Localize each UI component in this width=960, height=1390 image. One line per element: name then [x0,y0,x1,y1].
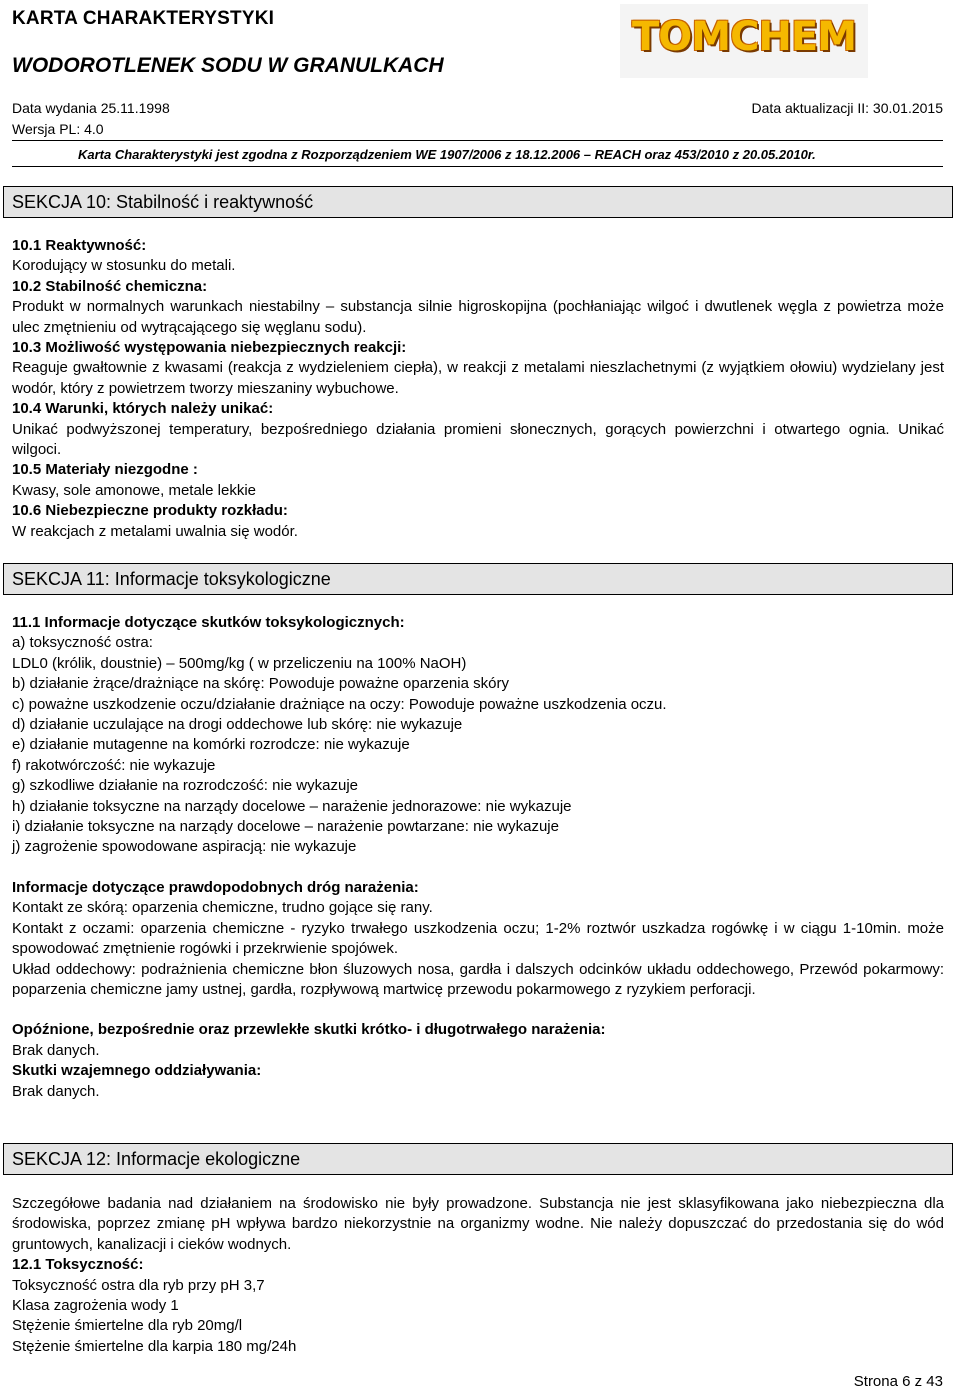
product-name-title: WODOROTLENEK SODU W GRANULKACH [12,54,444,77]
subsection-10-2-text: Produkt w normalnych warunkach niestabilny – substancja silnie higroskopijna (pochłaniając wilgoć i dwutlenek węgla z powietrza może ulec zmętnieniu od wytrącającego się węglanu sodu). [12,298,944,336]
list-item: LDL0 (królik, doustnie) – 500mg/kg ( w przeliczeniu na 100% NaOH) [12,654,467,672]
section-10-body [12,236,944,542]
company-logo-text: TOMCHEM [631,14,857,60]
list-item: h) działanie toksyczne na narządy docelowe – narażenie jednorazowe: nie wykazuje [12,797,572,815]
list-item: i) działanie toksyczne na narządy docelowe – narażenie powtarzane: nie wykazuje [12,818,559,836]
subsection-10-6-text: W reakcjach z metalami uwalnia się wodór. [12,522,298,540]
skin-contact-text: Kontakt ze skórą: oparzenia chemiczne, trudno gojące się rany. [12,899,433,917]
subsection-10-1-text: Korodujący w stosunku do metali. [12,257,236,275]
version-label: Wersja PL: 4.0 [12,121,104,137]
list-item: e) działanie mutagenne na komórki rozrodcze: nie wykazuje [12,736,410,754]
section-12-body [12,1194,944,1357]
issue-date: Data wydania 25.11.1998 [12,100,170,116]
spacer [12,1000,944,1020]
compliance-note: Karta Charakterystyki jest zgodna z Rozporządzeniem WE 1907/2006 z 18.12.2006 – REACH oraz 453/2010 z 20.05.2010r. [78,147,816,162]
page-number: Strona 6 z 43 [853,1373,943,1390]
list-item: b) działanie żrące/drażniące na skórę: Powoduje poważne oparzenia skóry [12,675,509,693]
list-item: d) działanie uczulające na drogi oddechowe lub skórę: nie wykazuje [12,716,463,734]
exposure-routes-heading: Informacje dotyczące prawdopodobnych dróg narażenia: [12,878,419,896]
section-12-heading: SEKCJA 12: Informacje ekologiczne [3,1143,953,1175]
list-item: f) rakotwórczość: nie wykazuje [12,756,216,774]
interactive-effects-heading: Skutki wzajemnego oddziaływania: [12,1062,262,1080]
subsection-10-6-heading: 10.6 Niebezpieczne produkty rozkładu: [12,502,288,520]
delayed-effects-heading: Opóźnione, bezpośrednie oraz przewlekłe skutki krótko- i długotrwałego narażenia: [12,1021,606,1039]
delayed-effects-text: Brak danych. [12,1041,100,1059]
subsection-10-3-heading: 10.3 Możliwość występowania niebezpiecznych reakcji: [12,339,407,357]
spacer [12,858,944,878]
header-divider [12,140,943,141]
list-item: Stężenie śmiertelne dla ryb 20mg/l [12,1317,243,1335]
interactive-effects-text: Brak danych. [12,1082,100,1100]
list-item: Stężenie śmiertelne dla karpia 180 mg/24h [12,1337,297,1355]
update-date: Data aktualizacji II: 30.01.2015 [751,100,943,116]
subsection-10-5-heading: 10.5 Materiały niezgodne : [12,461,198,479]
list-item: g) szkodliwe działanie na rozrodczość: nie wykazuje [12,777,358,795]
subsection-10-1-heading: 10.1 Reaktywność: [12,237,147,254]
section-11-body [12,613,944,1102]
list-item: a) toksyczność ostra: [12,634,153,652]
document-type-title: KARTA CHARAKTERYSTYKI [12,8,275,29]
respiratory-text: Układ oddechowy: podrażnienia chemiczne błon śluzowych nosa, gardła i dalszych odcinków układu oddechowego, Przewód pokarmowy: poparzenia chemiczne jamy ustnej, gardła, rozpływową martwicę przewodu pokarmowego z ryzykiem perforacji. [12,960,944,998]
section-10-heading: SEKCJA 10: Stabilność i reaktywność [3,186,953,218]
list-item: j) zagrożenie spowodowane aspiracją: nie wykazuje [12,838,357,856]
subsection-10-5-text: Kwasy, sole amonowe, metale lekkie [12,481,256,499]
subsection-12-1-heading: 12.1 Toksyczność: [12,1256,144,1274]
subsection-10-2-heading: 10.2 Stabilność chemiczna: [12,277,208,295]
list-item: c) poważne uszkodzenie oczu/działanie drażniące na oczy: Powoduje poważne uszkodzenia oczu. [12,695,667,713]
subsection-10-3-text: Reaguje gwałtownie z kwasami (reakcja z wydzieleniem ciepła), w reakcji z metalami nieszlachetnymi (z wyjątkiem ołowiu) wydzielany jest wodór, który z powietrzem tworzy mieszaniny wybuchowe. [12,359,944,397]
subsection-10-4-text: Unikać podwyższonej temperatury, bezpośredniego działania promieni słonecznych, gorących powierzchni i otwartego ognia. Unikać wilgoci. [12,420,944,459]
subsection-10-4-heading: 10.4 Warunki, których należy unikać: [12,400,274,418]
eye-contact-text: Kontakt z oczami: oparzenia chemiczne - ryzyko trwałego uszkodzenia oczu; 1-2% roztwór uszkadza rogówkę i w ciągu 1-10min. może spowodować zmętnienie rogówki i przekrwienie spojówek. [12,919,944,958]
header-divider-bottom [12,166,943,167]
list-item: Toksyczność ostra dla ryb przy pH 3,7 [12,1276,265,1294]
subsection-11-1-heading: 11.1 Informacje dotyczące skutków toksykologicznych: [12,614,405,631]
section-11-heading: SEKCJA 11: Informacje toksykologiczne [3,563,953,595]
company-logo [620,4,868,78]
ecology-summary-text: Szczegółowe badania nad działaniem na środowisko nie były prowadzone. Substancja nie jest sklasyfikowana jako niebezpieczna dla środowiska, poprzez zmianę pH wpływa bardzo niekorzystnie na organizmy wodne. Nie należy dopuszczać do przedostania się do wód gruntowych, kanalizacji i cieków wodnych. [12,1195,944,1253]
list-item: Klasa zagrożenia wody 1 [12,1297,179,1315]
